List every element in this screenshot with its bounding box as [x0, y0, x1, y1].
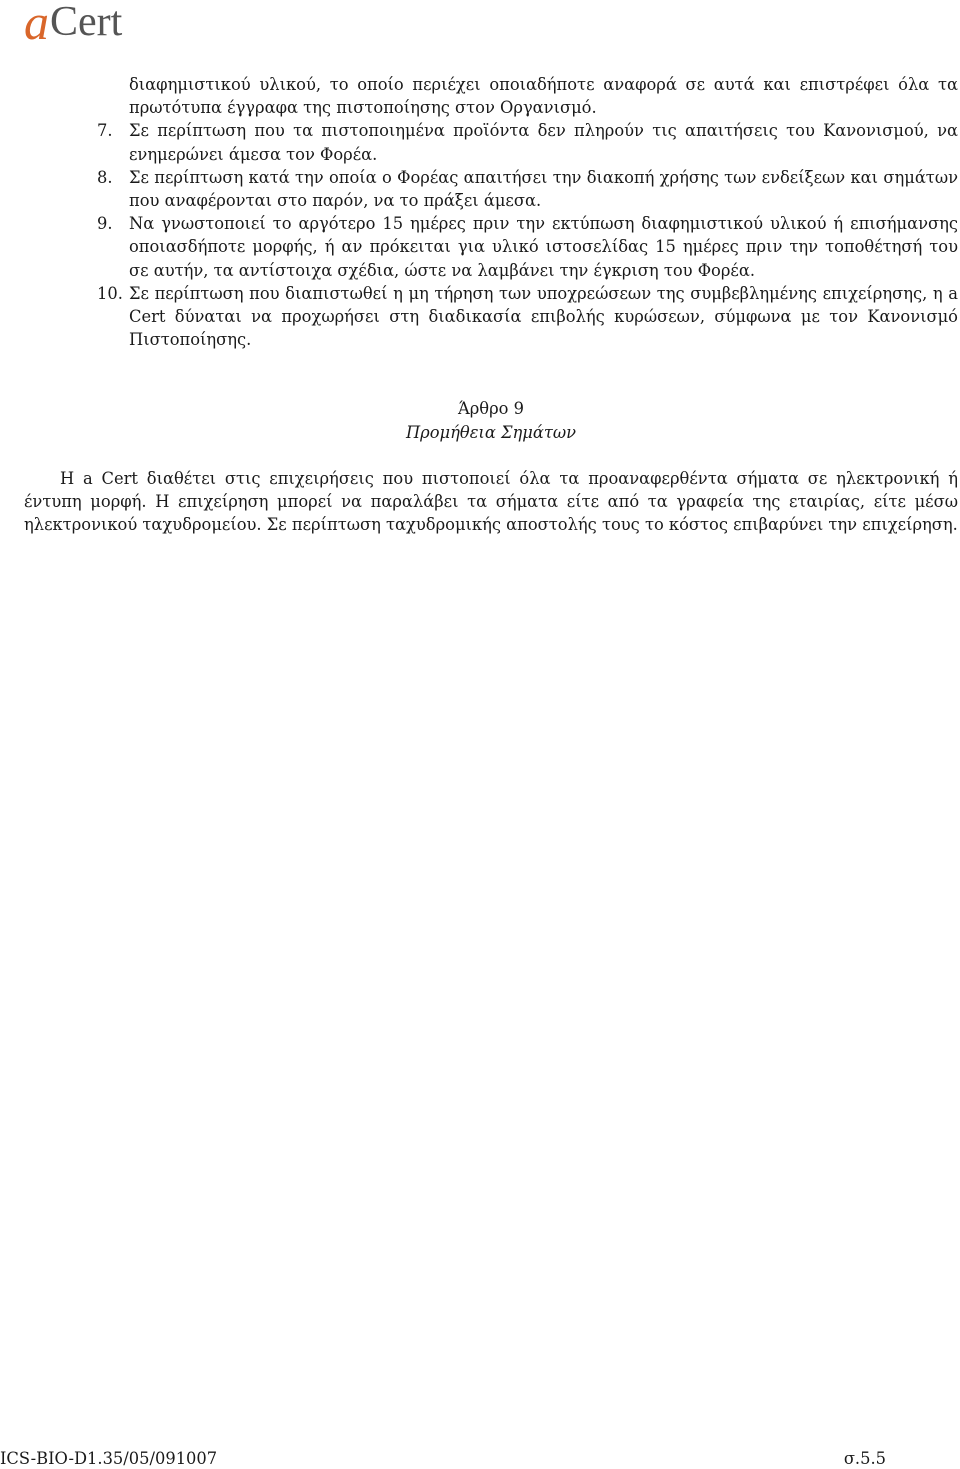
document-body: [24, 73, 958, 536]
list-item-number: 9.: [97, 214, 113, 234]
list-item-text: Σε περίπτωση που διαπιστωθεί η μη τήρηση των υποχρεώσεων της συμβεβλημένης επιχείρησης, η a Cert δύναται να προχωρήσει στη διαδικασία επιβολής κυρώσεων, σύμφωνα με τον Κανονισμό Πιστοποίησης.: [129, 283, 958, 350]
list-item: [24, 212, 958, 282]
list-item-number: 8.: [97, 167, 113, 187]
logo-word-cert: Cert: [50, 0, 123, 45]
article-subtitle: Προμήθεια Σημάτων: [405, 422, 577, 442]
logo-letter-a: a: [24, 0, 49, 50]
list-item-text: Σε περίπτωση κατά την οποία ο Φορέας απαιτήσει την διακοπή χρήσης των ενδείξεων και σημάτων που αναφέρονται στο παρόν, να το πράξει άμεσα.: [129, 167, 958, 211]
article-title: Άρθρο 9: [457, 399, 525, 419]
acert-logo: [24, 0, 123, 50]
list-item: [24, 119, 958, 165]
list-item: [24, 166, 958, 212]
list-item-continuation: διαφημιστικού υλικού, το οποίο περιέχει οποιαδήποτε αναφορά σε αυτά και επιστρέφει όλα τα πρωτότυπα έγγραφα της πιστοποίησης στον Οργανισμό.: [129, 75, 958, 118]
footer-doc-code: ICS-BIO-D1.35/05/091007: [0, 1449, 218, 1468]
list-item-number: 7.: [97, 121, 113, 141]
list-item-number: 10.: [97, 283, 123, 303]
list-item: [24, 282, 958, 352]
obligations-list: [24, 73, 958, 351]
article-heading: [24, 397, 958, 443]
footer-page-number: σ.5.5: [843, 1449, 886, 1468]
list-item-text: Να γνωστοποιεί το αργότερο 15 ημέρες πριν την εκτύπωση διαφημιστικού υλικού ή επισήμανσης οποιασδήποτε μορφής, ή αν πρόκειται για υλικό ιστοσελίδας 15 ημέρες πριν την τοποθέτησή του σε αυτήν, τα αντίστοιχα σχέδια, ώστε να λαμβάνει την έγκριση του Φορέα.: [129, 214, 958, 280]
list-item-text: Σε περίπτωση που τα πιστοποιημένα προϊόντα δεν πληρούν τις απαιτήσεις του Κανονισμού, να ενημερώνει άμεσα τον Φορέα.: [129, 121, 958, 164]
article-paragraph: Η a Cert διαθέτει στις επιχειρήσεις που πιστοποιεί όλα τα προαναφερθέντα σήματα σε ηλεκτρονική ή έντυπη μορφή. Η επιχείρηση μπορεί να παραλάβει τα σήματα είτε από τα γραφεία της εταιρίας, είτε μέσω ηλεκτρονικού ταχυδρομείου. Σε περίπτωση ταχυδρομικής αποστολής τους το κόστος επιβαρύνει την επιχείρηση.: [24, 468, 958, 535]
